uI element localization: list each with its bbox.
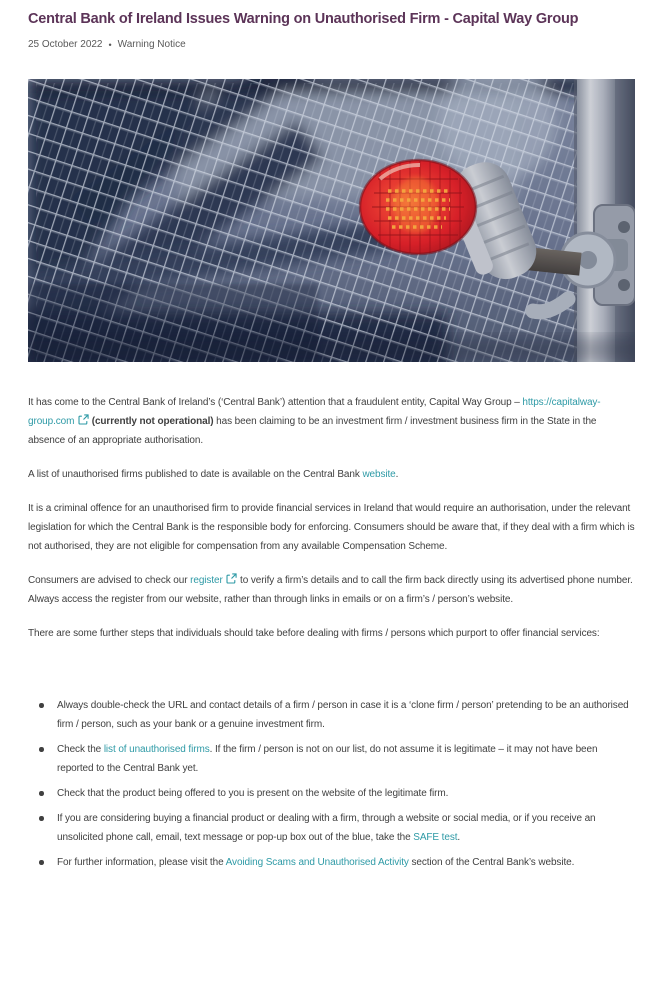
text-segment: If you are considering buying a financial product or dealing with a firm, through a website or social media, or if you receive an unsolicited phone call, email, text message or pop-up box out of the blue, take the	[57, 813, 596, 843]
article-meta	[28, 38, 635, 52]
external-link-icon[interactable]	[225, 571, 237, 590]
paragraph-intro	[28, 393, 635, 450]
meta-separator-dot: •	[108, 40, 112, 50]
text-segment: .	[395, 469, 399, 480]
inline-link[interactable]: register	[190, 575, 237, 586]
hero-image	[28, 79, 635, 362]
text-segment: to verify a firm’s details and to call the firm back directly using its advertised phone number. Always access the register from our website, rather than through links in emails or on a firm’s / person’s website.	[28, 575, 633, 605]
text-segment: It is a criminal offence for an unauthorised firm to provide financial services in Ireland that would require an authorisation, under the relevant legislation for which the Central Bank is the responsible body for enforcing. Consumers should be aware that, if they deal with a firm which is not authorised, they are not eligible for compensation from any available Compensation Scheme.	[28, 503, 635, 552]
list-item-product-check	[57, 784, 635, 803]
article-category: Warning Notice	[117, 39, 186, 50]
text-segment: has been claiming to be an investment firm / investment business firm in the State in the absence of an appropriate authorisation.	[28, 416, 597, 446]
publish-date: 25 October 2022	[28, 39, 103, 50]
text-segment: Check the	[57, 744, 104, 755]
paragraph-check-register	[28, 571, 635, 609]
list-item-avoiding-scams	[57, 853, 635, 872]
page-title: Central Bank of Ireland Issues Warning on Unauthorised Firm - Capital Way Group	[28, 11, 579, 27]
text-segment: For further information, please visit the	[57, 857, 226, 868]
external-link-icon[interactable]	[77, 412, 89, 431]
inline-link[interactable]: list of unauthorised firms	[103, 744, 210, 755]
inline-link[interactable]: https://capitalway-group.com	[28, 397, 601, 427]
inline-link[interactable]: SAFE test	[413, 832, 458, 843]
paragraph-criminal-offence	[28, 499, 635, 556]
inline-link[interactable]: Avoiding Scams and Unauthorised Activity	[225, 857, 409, 868]
paragraph-further-steps	[28, 624, 635, 643]
list-item-safe-test	[57, 809, 635, 847]
text-segment: . If the firm / person is not on our list, do not assume it is legitimate – it may not have been reported to the Central Bank yet.	[57, 744, 598, 774]
inline-link[interactable]: website	[362, 469, 396, 480]
warning-beacon-photo	[28, 79, 635, 362]
list-item-clone-check	[57, 696, 635, 734]
text-segment: .	[457, 832, 461, 843]
text-segment: There are some further steps that individuals should take before dealing with firms / persons which purport to offer financial services:	[28, 628, 600, 639]
text-segment: Check that the product being offered to you is present on the website of the legitimate firm.	[57, 788, 449, 799]
list-item-unauthorised-list	[57, 740, 635, 778]
paragraph-list-of-firms	[28, 465, 635, 484]
text-segment: section of the Central Bank’s website.	[408, 857, 575, 868]
text-segment: Consumers are advised to check our	[28, 575, 191, 586]
text-segment: Always double-check the URL and contact details of a firm / person in case it is a ‘clone firm / person’ pretending to be an authorised firm / person, such as your bank or a genuine investment firm.	[57, 700, 629, 730]
text-segment: A list of unauthorised firms published to date is available on the Central Bank	[28, 469, 363, 480]
advice-list	[28, 696, 635, 872]
text-segment: It has come to the Central Bank of Ireland’s (‘Central Bank’) attention that a fraudulent entity, Capital Way Group –	[28, 397, 523, 408]
bold-text: (currently not operational)	[91, 416, 214, 427]
